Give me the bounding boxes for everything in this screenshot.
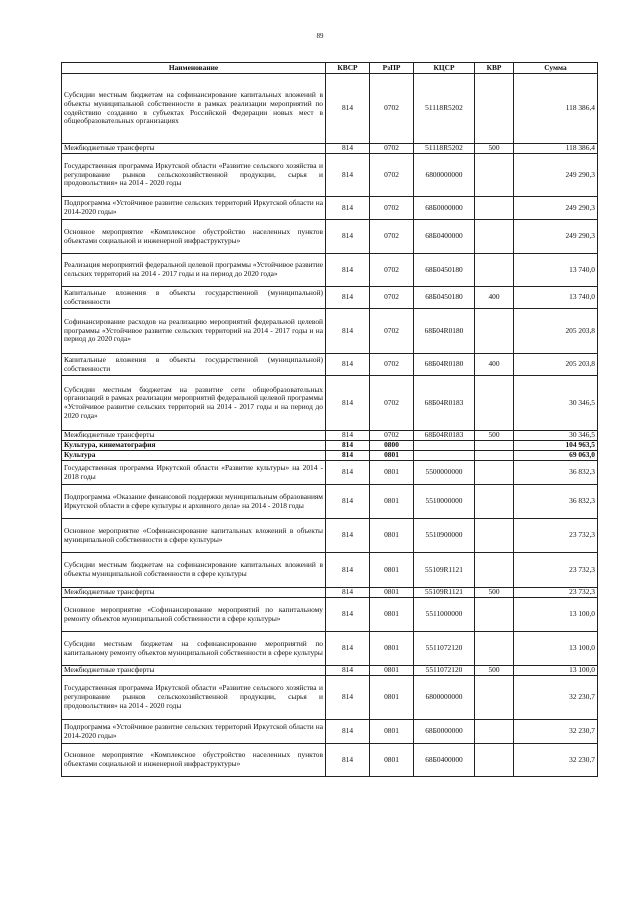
cell-kvsr: 814 xyxy=(326,254,370,287)
table-row xyxy=(62,197,598,220)
cell-kvr xyxy=(475,461,514,485)
cell-rzpr: 0801 xyxy=(370,553,414,588)
cell-rzpr: 0702 xyxy=(370,144,414,154)
cell-kcsr: 51118R5202 xyxy=(414,144,475,154)
cell-sum: 205 203,8 xyxy=(514,354,598,376)
cell-kvsr: 814 xyxy=(326,220,370,254)
cell-name: Государственная программа Иркутской области «Развитие культуры» на 2014 - 2018 годы xyxy=(62,461,326,485)
table-row xyxy=(62,441,598,451)
cell-sum: 32 230,7 xyxy=(514,744,598,777)
cell-sum: 249 290,3 xyxy=(514,197,598,220)
cell-sum: 118 386,4 xyxy=(514,74,598,144)
cell-sum: 69 063,0 xyxy=(514,451,598,461)
cell-name: Основное мероприятие «Комплексное обустройство населенных пунктов объектами социальной и инженерной инфраструктуры» xyxy=(62,220,326,254)
table-header-row xyxy=(62,63,598,74)
cell-kcsr: 55109R1121 xyxy=(414,553,475,588)
cell-kcsr: 6800000000 xyxy=(414,154,475,197)
cell-name: Государственная программа Иркутской области «Развитие сельского хозяйства и регулирование рынков сельскохозяйственной продукции, сырья и продовольствия» на 2014 - 2020 годы xyxy=(62,676,326,720)
cell-kvsr: 814 xyxy=(326,485,370,519)
cell-kcsr: 5510000000 xyxy=(414,485,475,519)
cell-kvr xyxy=(475,309,514,354)
cell-kcsr: 5511072120 xyxy=(414,632,475,666)
header-kvsr: КВСР xyxy=(326,63,370,74)
cell-name: Межбюджетные трансферты xyxy=(62,588,326,598)
table-row xyxy=(62,632,598,666)
cell-kvsr: 814 xyxy=(326,519,370,553)
cell-kvr xyxy=(475,598,514,632)
cell-rzpr: 0801 xyxy=(370,632,414,666)
cell-kvsr: 814 xyxy=(326,632,370,666)
cell-rzpr: 0702 xyxy=(370,220,414,254)
cell-name: Подпрограмма «Устойчивое развитие сельских территорий Иркутской области на 2014-2020 годы» xyxy=(62,720,326,744)
cell-kvr xyxy=(475,154,514,197)
cell-kvr xyxy=(475,676,514,720)
cell-rzpr: 0801 xyxy=(370,485,414,519)
cell-kcsr: 68Б04R0180 xyxy=(414,309,475,354)
cell-rzpr: 0800 xyxy=(370,441,414,451)
cell-kvsr: 814 xyxy=(326,309,370,354)
cell-kvr xyxy=(475,74,514,144)
cell-name: Подпрограмма «Оказание финансовой поддержки муниципальным образованиям Иркутской области в сфере культуры и архивного дела» на 2014 - 2018 годы xyxy=(62,485,326,519)
cell-rzpr: 0702 xyxy=(370,154,414,197)
cell-name: Межбюджетные трансферты xyxy=(62,666,326,676)
cell-sum: 30 346,5 xyxy=(514,431,598,441)
cell-sum: 13 740,0 xyxy=(514,254,598,287)
cell-kvr xyxy=(475,485,514,519)
cell-rzpr: 0702 xyxy=(370,431,414,441)
cell-kcsr: 5510900000 xyxy=(414,519,475,553)
cell-kvr: 500 xyxy=(475,431,514,441)
cell-kvsr: 814 xyxy=(326,451,370,461)
cell-kvsr: 814 xyxy=(326,376,370,431)
cell-kvsr: 814 xyxy=(326,666,370,676)
cell-rzpr: 0702 xyxy=(370,376,414,431)
cell-kvr xyxy=(475,553,514,588)
page-number: 89 xyxy=(316,32,324,40)
cell-sum: 13 100,0 xyxy=(514,632,598,666)
cell-name: Капитальные вложения в объекты государственной (муниципальной) собственности xyxy=(62,287,326,309)
cell-kvsr: 814 xyxy=(326,197,370,220)
cell-kvr: 500 xyxy=(475,144,514,154)
cell-name: Подпрограмма «Устойчивое развитие сельских территорий Иркутской области на 2014-2020 годы» xyxy=(62,197,326,220)
table-row xyxy=(62,519,598,553)
table-row xyxy=(62,220,598,254)
cell-kvr xyxy=(475,220,514,254)
cell-kvr xyxy=(475,451,514,461)
cell-sum: 36 832,3 xyxy=(514,461,598,485)
cell-sum: 104 963,5 xyxy=(514,441,598,451)
table-row xyxy=(62,720,598,744)
cell-kvr xyxy=(475,197,514,220)
cell-sum: 13 740,0 xyxy=(514,287,598,309)
header-sum: Сумма xyxy=(514,63,598,74)
cell-kcsr: 5511072120 xyxy=(414,666,475,676)
cell-rzpr: 0801 xyxy=(370,461,414,485)
cell-rzpr: 0801 xyxy=(370,588,414,598)
cell-name: Софинансирование расходов на реализацию мероприятий федеральной целевой программы «Устойчивое развитие сельских территорий на 2014 - 2017 годы и на период до 2020 года» xyxy=(62,309,326,354)
cell-sum: 118 386,4 xyxy=(514,144,598,154)
cell-kvr xyxy=(475,720,514,744)
cell-kvsr: 814 xyxy=(326,744,370,777)
cell-rzpr: 0801 xyxy=(370,451,414,461)
cell-name: Культура, кинематография xyxy=(62,441,326,451)
table-row xyxy=(62,461,598,485)
cell-kcsr: 68Б04R0183 xyxy=(414,376,475,431)
cell-name: Капитальные вложения в объекты государственной (муниципальной) собственности xyxy=(62,354,326,376)
cell-kvr xyxy=(475,376,514,431)
table-row xyxy=(62,144,598,154)
table-row xyxy=(62,588,598,598)
cell-rzpr: 0801 xyxy=(370,676,414,720)
cell-kvsr: 814 xyxy=(326,431,370,441)
cell-rzpr: 0702 xyxy=(370,287,414,309)
table-row xyxy=(62,354,598,376)
cell-sum: 249 290,3 xyxy=(514,154,598,197)
cell-sum: 249 290,3 xyxy=(514,220,598,254)
cell-kcsr: 68Б0450180 xyxy=(414,254,475,287)
cell-kvsr: 814 xyxy=(326,588,370,598)
cell-name: Основное мероприятие «Софинансирование капитальных вложений в объекты муниципальной собственности в сфере культуры» xyxy=(62,519,326,553)
cell-kvr: 500 xyxy=(475,588,514,598)
cell-sum: 205 203,8 xyxy=(514,309,598,354)
table-row xyxy=(62,309,598,354)
cell-kcsr: 5511000000 xyxy=(414,598,475,632)
cell-kcsr xyxy=(414,441,475,451)
table-row xyxy=(62,676,598,720)
cell-kcsr xyxy=(414,451,475,461)
cell-kcsr: 55109R1121 xyxy=(414,588,475,598)
cell-kcsr: 68Б0400000 xyxy=(414,744,475,777)
table-body xyxy=(62,74,598,777)
cell-sum: 30 346,5 xyxy=(514,376,598,431)
cell-rzpr: 0801 xyxy=(370,598,414,632)
cell-kvsr: 814 xyxy=(326,553,370,588)
cell-kvsr: 814 xyxy=(326,287,370,309)
cell-name: Субсидии местным бюджетам на софинансирование капитальных вложений в объекты муниципальной собственности в сфере культуры xyxy=(62,553,326,588)
cell-sum: 23 732,3 xyxy=(514,588,598,598)
cell-sum: 13 100,0 xyxy=(514,666,598,676)
cell-kcsr: 5500000000 xyxy=(414,461,475,485)
cell-kvr xyxy=(475,519,514,553)
cell-rzpr: 0702 xyxy=(370,74,414,144)
cell-sum: 36 832,3 xyxy=(514,485,598,519)
table-row xyxy=(62,553,598,588)
cell-rzpr: 0801 xyxy=(370,720,414,744)
cell-kcsr: 68Б0400000 xyxy=(414,220,475,254)
table-row xyxy=(62,254,598,287)
header-name: Наименование xyxy=(62,63,326,74)
cell-name: Реализация мероприятий федеральной целевой программы «Устойчивое развитие сельских территорий на 2014 - 2017 годы и на период до 2020 года» xyxy=(62,254,326,287)
table-row xyxy=(62,431,598,441)
header-kcsr: КЦСР xyxy=(414,63,475,74)
cell-kcsr: 6800000000 xyxy=(414,676,475,720)
cell-kvr: 500 xyxy=(475,666,514,676)
cell-kcsr: 51118R5202 xyxy=(414,74,475,144)
cell-name: Основное мероприятие «Комплексное обустройство населенных пунктов объектами социальной и инженерной инфраструктуры» xyxy=(62,744,326,777)
cell-sum: 32 230,7 xyxy=(514,676,598,720)
table-row xyxy=(62,744,598,777)
cell-kcsr: 68Б0000000 xyxy=(414,720,475,744)
header-kvr: КВР xyxy=(475,63,514,74)
cell-kvsr: 814 xyxy=(326,676,370,720)
cell-rzpr: 0702 xyxy=(370,254,414,287)
cell-rzpr: 0702 xyxy=(370,354,414,376)
cell-kvsr: 814 xyxy=(326,154,370,197)
cell-name: Субсидии местным бюджетам на софинансирование капитальных вложений в объекты муниципальной собственности в рамках реализации мероприятий по содействию созданию в субъектах Российской Федерации новых мест в общеобразовательных организациях xyxy=(62,74,326,144)
cell-kvsr: 814 xyxy=(326,74,370,144)
table-row xyxy=(62,74,598,144)
table-row xyxy=(62,287,598,309)
cell-rzpr: 0801 xyxy=(370,519,414,553)
cell-kvr: 400 xyxy=(475,287,514,309)
cell-kvr xyxy=(475,441,514,451)
cell-rzpr: 0702 xyxy=(370,309,414,354)
cell-kvr xyxy=(475,632,514,666)
table-row xyxy=(62,666,598,676)
table-row xyxy=(62,598,598,632)
cell-sum: 23 732,3 xyxy=(514,553,598,588)
cell-kcsr: 68Б0450180 xyxy=(414,287,475,309)
cell-name: Субсидии местным бюджетам на развитие сети общеобразовательных организаций в рамках реализации мероприятий федеральной целевой программы «Устойчивое развитие сельских территорий на 2014 - 2017 годы и на период до 2020 года» xyxy=(62,376,326,431)
cell-kvr xyxy=(475,254,514,287)
cell-kcsr: 68Б04R0183 xyxy=(414,431,475,441)
cell-name: Государственная программа Иркутской области «Развитие сельского хозяйства и регулирование рынков сельскохозяйственной продукции, сырья и продовольствия» на 2014 - 2020 годы xyxy=(62,154,326,197)
cell-kvsr: 814 xyxy=(326,598,370,632)
budget-table xyxy=(61,62,598,777)
cell-name: Межбюджетные трансферты xyxy=(62,144,326,154)
table-row xyxy=(62,485,598,519)
cell-name: Субсидии местным бюджетам на софинансирование мероприятий по капитальному ремонту объектов муниципальной собственности в сфере культуры xyxy=(62,632,326,666)
cell-kcsr: 68Б04R0180 xyxy=(414,354,475,376)
cell-sum: 13 100,0 xyxy=(514,598,598,632)
cell-kvsr: 814 xyxy=(326,354,370,376)
cell-rzpr: 0801 xyxy=(370,744,414,777)
cell-kvsr: 814 xyxy=(326,720,370,744)
table-row xyxy=(62,376,598,431)
cell-sum: 23 732,3 xyxy=(514,519,598,553)
table-row xyxy=(62,451,598,461)
table-row xyxy=(62,154,598,197)
cell-name: Межбюджетные трансферты xyxy=(62,431,326,441)
cell-kvsr: 814 xyxy=(326,461,370,485)
cell-kvsr: 814 xyxy=(326,441,370,451)
cell-kcsr: 68Б0000000 xyxy=(414,197,475,220)
cell-name: Основное мероприятие «Софинансирование мероприятий по капитальному ремонту объектов муниципальной собственности в сфере культуры» xyxy=(62,598,326,632)
header-rzpr: РзПР xyxy=(370,63,414,74)
cell-rzpr: 0801 xyxy=(370,666,414,676)
cell-sum: 32 230,7 xyxy=(514,720,598,744)
cell-rzpr: 0702 xyxy=(370,197,414,220)
cell-kvr: 400 xyxy=(475,354,514,376)
cell-name: Культура xyxy=(62,451,326,461)
cell-kvr xyxy=(475,744,514,777)
cell-kvsr: 814 xyxy=(326,144,370,154)
